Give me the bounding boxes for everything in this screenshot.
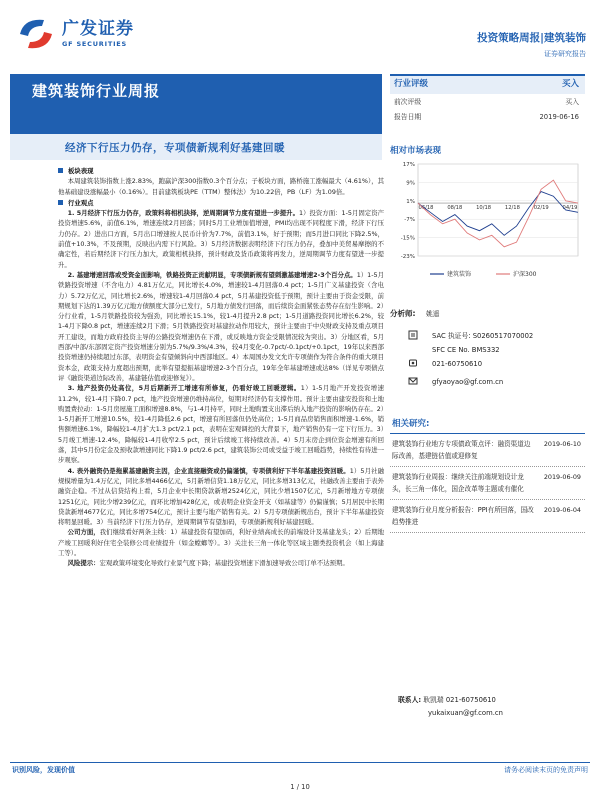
contact-label: 联系人: (398, 696, 422, 704)
email-row (390, 376, 585, 390)
title-banner (10, 74, 382, 134)
section-heading (58, 166, 384, 176)
page-number: 1 / 10 (290, 783, 310, 791)
related-research (390, 418, 585, 533)
body-paragraph (58, 383, 384, 465)
contact-phone: 021-60750610 (445, 696, 496, 704)
y-tick-label: -15% (400, 235, 415, 242)
report-header (0, 0, 600, 70)
related-item-date: 2019-06-09 (543, 473, 581, 481)
chart-svg (390, 158, 585, 283)
subtitle-bar (10, 134, 382, 160)
rating-value: 买入 (561, 79, 579, 89)
mail-icon (408, 376, 418, 386)
contact-email[interactable]: yukaixuan@gf.com.cn (428, 709, 503, 717)
related-item[interactable] (390, 434, 585, 467)
footer-slogan: 识别风险，发现价值 (12, 766, 75, 774)
related-item-text: 建筑装饰行业月度分析报告：PPI有所回落，国改趋势推进 (392, 506, 534, 526)
related-item[interactable] (390, 467, 585, 500)
paragraph-lead: 风险提示： (67, 559, 100, 568)
sac-row (390, 330, 585, 344)
x-tick-label: 04/19 (562, 205, 578, 212)
x-tick-label: 06/18 (418, 205, 434, 212)
related-title: 相关研究: (390, 418, 585, 434)
paragraph-text: 1）投资方面：1-5月固定资产投资增速5.6%，前值6.1%，增速连续2月回落；同时5月工业增加值增速，PMI均出现不同程度下滑，经济下行压力仍存。2）进出口方面，5月出口增速按人民币计价为7.7%，前值3.1%，好于预期；而5月进口同比下降2.5%，前值+10.3%，不及预期，反映出内需下行风险。3）5月经济数据表明经济下行压力仍存，叠加中美贸易摩擦的不确定性，若后期经济下行压力加大，政策相机抉择，预计财政及货币政策将再发力，逆周期调节力度有望进一步提升。 (58, 209, 384, 269)
x-tick-label: 10/18 (476, 205, 492, 212)
paragraph-text: 1）1-5月地产开发投资增速11.2%，较1-4月下降0.7 pct，地产投资增速仍维持高位，短期对经济仍有支撑作用。预计主要由建安投资和土地购置费拉动：1-5月房屋施工面积增速8.8%，与1-4月持平，同时土地购置支出滞后纳入地产投资的影响仍存在。2）1-5月新开工增速10.5%，较1-4月降低2.6 pct，增速有所回落但仍处高位；1-5月商品房销售面积增速-1.6%，销售额增速6.1%，降幅较1-4月扩大1.3 pct/2.1 pct，表明在宏观调控的大背景下，地产销售仍有一定下行压力。3）5月竣工增速-12.4%，降幅较1-4月收窄2.5 pct，预计后续竣工将持续改善。4）5月末房企到位资金增速有所回落，其中5月份定金及预收款增速同比下降1.9 pct/2.6 pct，建筑装饰公司或受益于竣工回暖趋势，持续性有待进一步观察。 (58, 384, 384, 465)
rating-label: 行业评级 (394, 79, 429, 89)
prev-rating-label: 前次评级 (394, 98, 422, 106)
paragraph-text: 我们继续看好两条主线：1）基建投资有望加码，利好业绩高成长的前端设计及基建龙头；2）后期地产竣工回暖利好住宅全装修公司业绩提升（如金螳螂等）。3）关注长三角一体化等区域主题类投资机会（如上海建工等）。 (58, 528, 385, 557)
report-title: 建筑装饰行业周报 (32, 82, 161, 100)
rating-panel (390, 74, 585, 124)
x-tick-label: 02/19 (533, 205, 549, 212)
paragraph-lead: 2. 基建增速回落或受资金面影响，铁路投资正贡献明显，专项债新规有望刺激基建增速2-3个百分点。 (67, 270, 357, 279)
relative-performance-chart (390, 158, 585, 283)
y-tick-label: 9% (406, 180, 415, 187)
report-date-row (390, 109, 585, 124)
related-item-text: 建筑装饰行业地方专项债政策点评：融资渠道边际改善，基建链估值或迎修复 (392, 440, 531, 460)
chart-frame (418, 164, 578, 256)
logo-name-en: GF SECURITIES (62, 40, 128, 48)
paragraph-lead: 4. 表外融资仍是拖累基建融资主因，企业直接融资或仍偏谨慎，专项债利好下半年基建投资回暖。 (67, 466, 350, 475)
analyst-label: 分析师: (390, 309, 416, 318)
footer-divider (10, 762, 590, 763)
section-heading-text: 板块表现 (68, 167, 94, 175)
x-tick-label: 08/18 (447, 205, 463, 212)
body-paragraph (58, 208, 384, 270)
related-item-text: 建筑装饰行业周报：继续关注前端规划设计龙头，长三角一体化，国企改革等主题或有催化 (392, 473, 524, 493)
report-date-value: 2019-06-16 (539, 113, 579, 121)
report-date-label: 报告日期 (394, 113, 422, 121)
analyst-name: 姚遥 (426, 310, 440, 318)
analyst-panel (390, 308, 585, 390)
contact-row (398, 694, 578, 707)
paragraph-text: 本周建筑装饰指数上涨2.83%，跑赢沪深300指数0.3个百分点；子板块方面，路桥施工涨幅最大（4.61%），其他基础建设涨幅最小（0.16%）。目前建筑板块PE（TTM）整体法）为10.22倍，PB（LF）为1.09倍。 (58, 177, 384, 196)
y-tick-label: 1% (406, 198, 415, 205)
paragraph-lead: 1. 5月经济下行压力仍存，政策料将相机抉择，逆周期调节力度有望进一步提升。 (67, 209, 299, 218)
body-paragraph (58, 527, 384, 558)
series-line (418, 180, 578, 247)
paragraph-lead: 公司方面， (67, 528, 100, 537)
paragraph-text: 1）1-5月铁路投资增速（不含电力）4.81万亿元，同比增长4.0%，增速较1-4月回落0.4 pct；1-5月广义基建投资（含电力）5.72万亿元，同比增长2.6%，增速较1-4月回落0.4 pct，5月基建投资低于预期，预计主要由于资金受限，前期规划下达的1.39万亿元地方债额度大部分已发行，5月地方债发行回落，而后续资金面紧张态势存在衍生影响。2）分行业看，1-5月铁路投资较为强劲，同比增长15.1%，较1-4月提升2.8 pct；1-5月道路投资同比增长6.2%，较1-4月下降0.8 pct，增速连续2月下滑；5月铁路投资对基建拉动作用较大，预计主要由于中央财政支持及重点项目开工建设，而地方政府投资主导的公路投资增速仍在下滑，或反映地方资金受限情况较为突出。3）分地区看，5月西部/中部/东部固定资产投资增速分别为5.7%/9.3%/4.3%，较4月变化-0.7pct/-0.1pct/+0.1pct，19年以来西部投资增速仍持续超过东部，表明资金有望倾斜向中西部地区。4）本周国办发文允许专项债作为符合条件的重大项目资本金，政策支持力度超出预期，此举有望提振基建增速2-3个百分点，19年全年基建增速或达8%（详见专项债点评《融资渠道边际改善，基建链估值或迎修复》）。 (58, 270, 384, 382)
phone-row (390, 358, 585, 376)
logo-mark-icon (14, 14, 58, 54)
paragraph-text: 1）5月社融规模增量为1.4万亿元，同比多增4466亿元，5月新增信贷1.18万亿元，同比多增313亿元，社融改善主要由于表外融资企稳。不过从信贷结构上看，5月企业中长期贷款新增2524亿元，同比少增1507亿元，5月新增地方专项债1251亿元，同比少增239亿元，而环比增加428亿元，或表明企业资金开支（如基建等）仍偏谨慎；5月居民中长期贷款新增4677亿元，同比多增754亿元，预计主要与地产销售有关。2）5月专项债新规出台，预计下半年基建投资将明显回暖。3）当前经济下行压力仍存，逆周期调节有望加码，专项债新规利好基建回暖。 (58, 466, 384, 527)
body-paragraph (58, 558, 384, 568)
body-paragraph (58, 466, 384, 528)
analyst-sac: SAC 执证号: S0260517070002 (432, 332, 534, 340)
prev-rating-row (390, 94, 585, 109)
related-item-date: 2019-06-04 (543, 506, 581, 514)
report-type: 投资策略周报|建筑装饰 (477, 32, 586, 44)
y-tick-label: 17% (402, 162, 415, 168)
contact-name: 耿凯瑞 (423, 696, 444, 704)
paragraph-lead: 3. 地产投资仍处高位，5月后期新开工增速有所修复，仍看好竣工回暖逻辑。 (67, 384, 301, 393)
legend-label: 沪深300 (513, 271, 537, 278)
y-tick-label: -23% (400, 254, 415, 260)
analyst-sfc: SFC CE No. BMS332 (432, 346, 500, 354)
body-paragraph (58, 176, 384, 197)
section-heading (58, 198, 384, 208)
footer-disclaimer[interactable]: 请务必阅读末页的免责声明 (504, 766, 588, 774)
x-tick-label: 12/18 (504, 205, 520, 212)
y-tick-label: -7% (404, 217, 415, 224)
prev-rating-value: 买入 (565, 98, 579, 106)
body-paragraph (58, 270, 384, 383)
series-line (418, 192, 578, 236)
bullet-icon (58, 168, 63, 173)
related-item-date: 2019-06-10 (543, 440, 581, 448)
analyst-row (390, 308, 585, 330)
analyst-phone: 021-60750610 (432, 360, 483, 368)
report-body (58, 165, 384, 569)
logo-name-cn: 广发证券 (62, 19, 134, 39)
rating-bar (390, 74, 585, 94)
certificate-icon (408, 330, 418, 340)
report-subtitle: 经济下行压力仍存，专项债新规利好基建回暖 (65, 142, 285, 154)
related-item[interactable] (390, 500, 585, 533)
phone-icon (408, 358, 418, 368)
bullet-icon (58, 200, 63, 205)
company-logo (14, 14, 144, 54)
contact-panel (398, 694, 578, 720)
paragraph-text: 宏观政策环境变化导致行业景气度下降；基建投资增速下滑加速导致公司订单不达预期。 (99, 559, 349, 568)
section-heading-text: 行业观点 (68, 198, 94, 207)
analyst-email[interactable]: gfyaoyao@gf.com.cn (432, 378, 504, 386)
legend-label: 建筑装饰 (447, 271, 472, 278)
report-subtype: 证券研究报告 (544, 50, 586, 58)
sfc-row (390, 344, 585, 358)
perf-title: 相对市场表现 (390, 146, 442, 156)
